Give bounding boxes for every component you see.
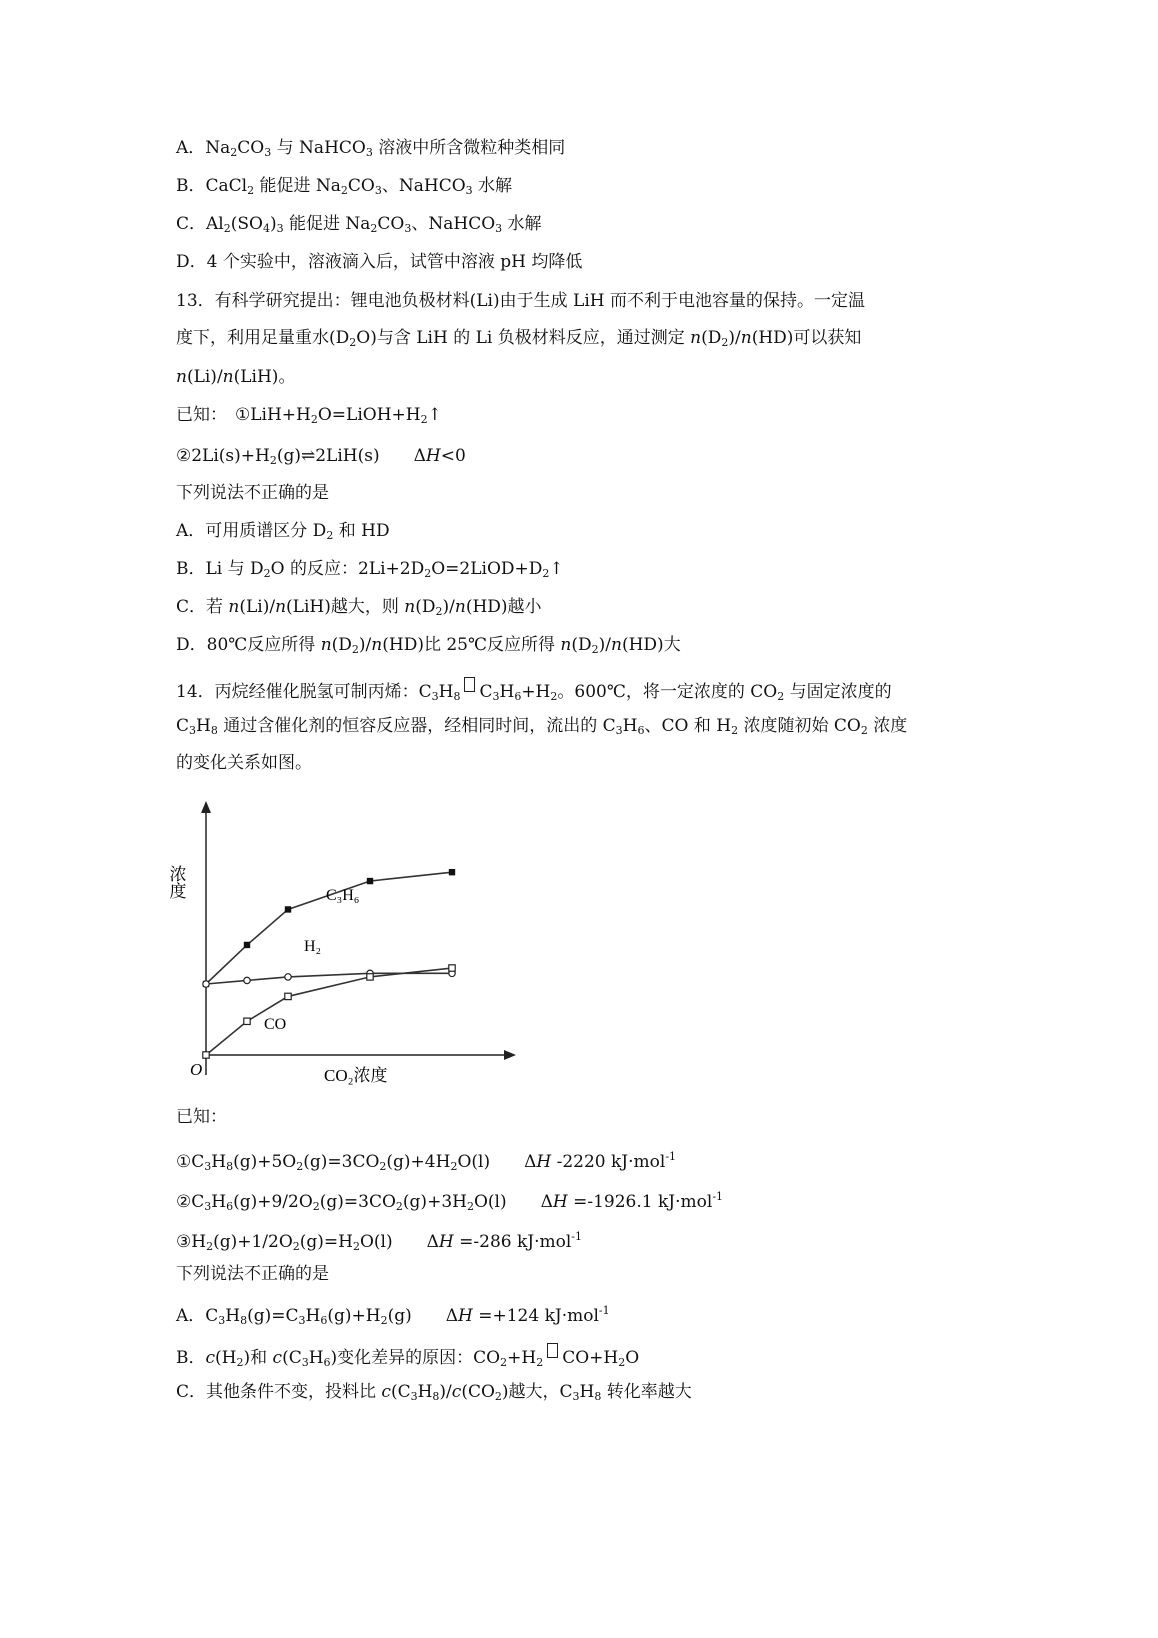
q14-stem-line2: $C_3H_8$ 通过含催化剂的恒容反应器，经相同时间，流出的 $C_3H_6$、CO 和 $H_2$ 浓度随初始 $CO_2$ 浓度 [176, 716, 908, 737]
q13-option-a: A．可用质谱区分 $D_2$ 和 HD [176, 521, 390, 542]
series-label-c3h6: C₃H₆ [326, 887, 360, 904]
q14-equation-2: $②C_3H_6(g)+9/2O_2(g)=3CO_2(g)+3H_2O(l)$ ΔH =-1926.1 kJ·mol$^{-1}$ [176, 1190, 724, 1213]
q12-option-d: D．4 个实验中，溶液滴入后，试管中溶液 pH 均降低 [176, 252, 583, 272]
q14-known-label: 已知： [176, 1107, 227, 1127]
data-point-0-4 [449, 869, 455, 875]
q13-option-d: D．80℃反应所得 $n(D_2)/n(HD)$比 25℃反应所得 $n(D_2)/n(HD)$大 [176, 635, 681, 656]
data-point-2-1 [244, 1018, 250, 1024]
data-point-1-1 [244, 977, 250, 983]
q13-option-c: C．若 n(Li)/n(LiH)越大，则 $n(D_2)/n(HD)$越小 [176, 597, 542, 618]
q12-option-b: B．CaCl$_2$ 能促进 $Na_2CO_3$、NaHCO$_3$ 水解 [176, 176, 513, 197]
equilibrium-placeholder-icon [464, 677, 475, 692]
x-axis-label: CO₂浓度 [324, 1066, 388, 1085]
concentration-chart [166, 835, 536, 1095]
q13-equation-2: $②2Li(s)+H_2(g)\rightleftharpoons 2LiH(s)$ ΔH<0 [176, 446, 466, 467]
q12-option-a: A．$Na_2CO_3$ 与 NaHCO$_3$ 溶液中所含微粒种类相同 [176, 138, 566, 159]
data-point-0-2 [285, 906, 291, 912]
q13-known-label: 已知： [176, 405, 227, 425]
data-point-1-0 [203, 981, 209, 987]
q13-stem-line1: 13．有科学研究提出：锂电池负极材料(Li)由于生成 LiH 而不利于电池容量的保持。一定温 [176, 291, 865, 311]
q14-option-c: C．其他条件不变，投料比 $c(C_3H_8)/c(CO_2)$越大，$C_3H_8$ 转化率越大 [176, 1382, 692, 1403]
data-point-2-3 [367, 974, 373, 980]
q12-option-c: C．$Al_2(SO_4)_3$ 能促进 $Na_2CO_3$、NaHCO$_3$ 水解 [176, 214, 542, 235]
q14-equation-3: $③H_2(g)+1/2O_2(g)=H_2O(l)$ ΔH =-286 kJ·mol$^{-1}$ [176, 1230, 583, 1253]
q13-option-b: B．Li 与 $D_2O$ 的反应：$2Li+2D_2O=2LiOD+D_2↑$ [176, 559, 564, 580]
data-point-2-2 [285, 993, 291, 999]
data-point-0-3 [367, 878, 373, 884]
q14-option-a: A．$C_3H_8(g)=C_3H_6(g)+H_2(g)$ ΔH =+124 kJ·mol$^{-1}$ [176, 1304, 610, 1327]
equilibrium-placeholder-icon [547, 1343, 558, 1358]
q13-stem-line2: 度下，利用足量重水$(D_2O)$与含 LiH 的 Li 负极材料反应，通过测定 $n(D_2)/n(HD)$可以获知 [176, 328, 862, 349]
x-axis-arrow [504, 1050, 516, 1060]
q14-equation-1: $①C_3H_8(g)+5O_2(g)=3CO_2(g)+4H_2O(l)$ ΔH -2220 kJ·mol$^{-1}$ [176, 1150, 677, 1173]
q14-stem-line3: 的变化关系如图。 [176, 753, 312, 773]
y-axis-arrow [201, 801, 211, 813]
series-label-co: CO [264, 1016, 287, 1033]
series-line-1 [206, 973, 452, 984]
data-point-2-0 [203, 1052, 209, 1058]
q14-stem-line1: 14．丙烷经催化脱氢可制丙烯：$C_3H_8$ $C_3H_6+H_2$。600℃，将一定浓度的 $CO_2$ 与固定浓度的 [176, 677, 892, 708]
q13-equation-1: $①LiH+H_2O=LiOH+H_2↑$ [235, 405, 442, 426]
y-axis-label: 浓度 [166, 865, 186, 899]
data-point-2-4 [449, 965, 455, 971]
data-point-0-1 [244, 942, 250, 948]
series-label-h2: H₂ [304, 938, 322, 955]
q13-stem-line3: n(Li)/n(LiH)。 [176, 367, 296, 387]
data-point-1-2 [285, 974, 291, 980]
q13-question: 下列说法不正确的是 [176, 483, 329, 503]
origin-label: O [190, 1060, 203, 1079]
q14-question: 下列说法不正确的是 [176, 1264, 329, 1284]
q14-option-b: B．$c(H_2)$和 $c(C_3H_6)$变化差异的原因：$CO_2+H_2$ $CO+H_2O$ [176, 1343, 639, 1374]
